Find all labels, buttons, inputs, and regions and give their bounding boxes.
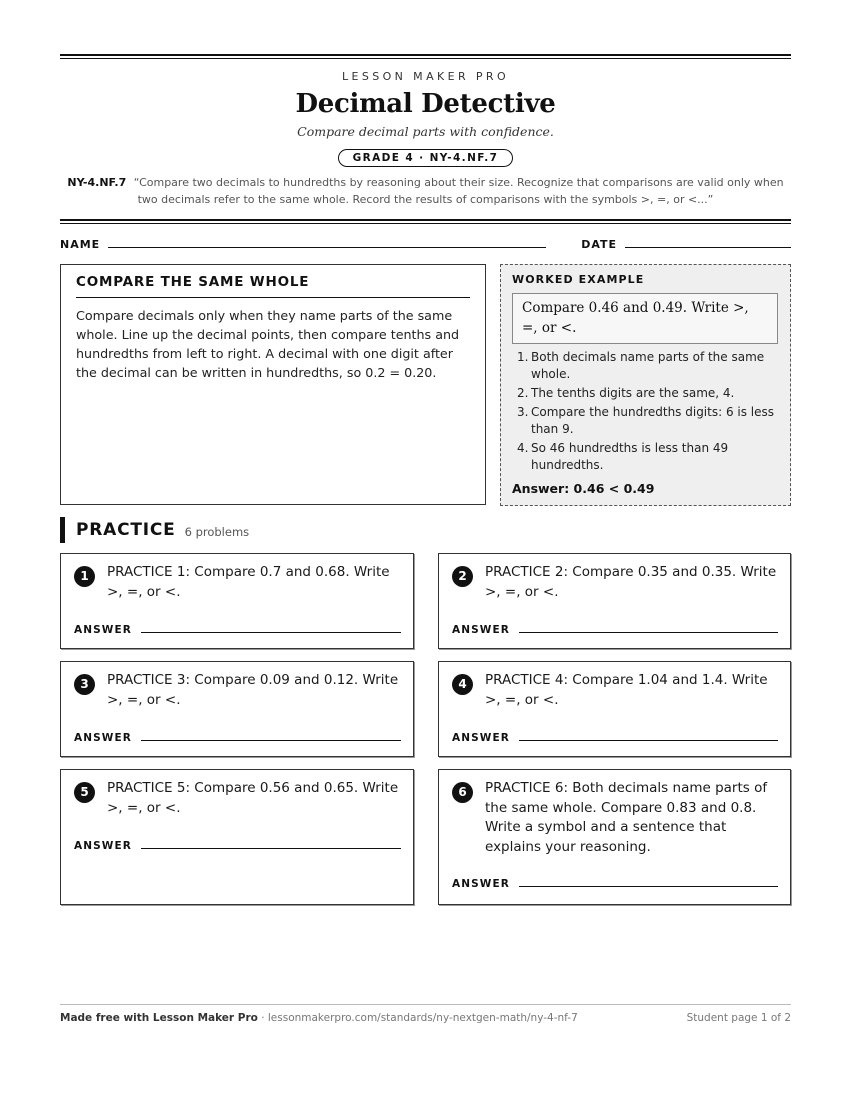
brand-name: LESSON MAKER PRO <box>341 70 510 83</box>
worked-example-answer: Answer: 0.46 < 0.49 <box>512 481 655 496</box>
student-info-row <box>60 238 791 251</box>
answer-row <box>452 878 778 890</box>
concept-box <box>60 264 486 505</box>
answer-line[interactable] <box>141 848 401 849</box>
name-field-line[interactable] <box>108 246 546 248</box>
worked-example-steps <box>512 349 778 474</box>
practice-card-1 <box>60 553 414 649</box>
standard-description <box>60 174 791 208</box>
concept-title: COMPARE THE SAME WHOLE <box>76 274 470 298</box>
worked-example-question: Compare 0.46 and 0.49. Write >, =, or <. <box>512 293 778 344</box>
footer-page-number: Student page 1 of 2 <box>686 1012 791 1024</box>
problem-number-badge: 2 <box>452 566 473 587</box>
answer-label: ANSWER <box>74 840 132 852</box>
problem-text: PRACTICE 1: Compare 0.7 and 0.68. Write >, =, or <. <box>107 564 390 600</box>
worked-example-step: 4. So 46 hundredths is less than 49 hundredths. <box>517 441 729 472</box>
standard-text: “Compare two decimals to hundredths by reasoning about their size. Recognize that comparisons are valid only when two decimals refer to the same whole. Record the results of comparisons with the symbols >, =, or <...” <box>133 176 784 206</box>
problem-text: PRACTICE 6: Both decimals name parts of the same whole. Compare 0.83 and 0.8. Write a symbol and a sentence that explains your reasoning. <box>485 780 768 855</box>
grade-standard-badge: GRADE 4 · NY-4.NF.7 <box>338 149 514 167</box>
worked-example-box <box>500 264 791 506</box>
practice-heading <box>60 517 249 543</box>
problem-number-badge: 6 <box>452 782 473 803</box>
name-label: NAME <box>60 238 101 251</box>
answer-label: ANSWER <box>452 732 510 744</box>
problem-number-badge: 5 <box>74 782 95 803</box>
answer-line[interactable] <box>141 740 401 741</box>
practice-card-2 <box>438 553 791 649</box>
worksheet-page <box>60 54 791 1024</box>
header-bottom-rule <box>60 219 791 224</box>
practice-card-6 <box>438 769 791 905</box>
date-field-line[interactable] <box>625 246 791 248</box>
answer-line[interactable] <box>141 632 401 633</box>
concept-body: Compare decimals only when they name parts of the same whole. Line up the decimal points, then compare tenths and hundredths from left to right. A decimal with one digit after the decimal can be written in hundredths, so 0.2 = 0.20. <box>76 308 460 380</box>
answer-line[interactable] <box>519 632 778 633</box>
problem-number-badge: 3 <box>74 674 95 695</box>
answer-row <box>74 840 401 852</box>
problem-number-badge: 4 <box>452 674 473 695</box>
answer-row <box>74 624 401 636</box>
practice-title: PRACTICE <box>76 520 176 540</box>
footer-url[interactable]: · lessonmakerpro.com/standards/ny-nextgen-math/ny-4-nf-7 <box>257 1012 578 1024</box>
standard-code: NY-4.NF.7 <box>67 176 127 189</box>
answer-label: ANSWER <box>74 624 132 636</box>
answer-label: ANSWER <box>74 732 132 744</box>
problem-number-badge: 1 <box>74 566 95 587</box>
answer-line[interactable] <box>519 886 778 887</box>
answer-label: ANSWER <box>452 624 510 636</box>
problem-text: PRACTICE 3: Compare 0.09 and 0.12. Write >, =, or <. <box>107 672 399 708</box>
page-title: Decimal Detective <box>295 89 556 119</box>
page-subtitle: Compare decimal parts with confidence. <box>297 124 554 139</box>
worked-example-step: 2. The tenths digits are the same, 4. <box>517 386 735 400</box>
problem-text: PRACTICE 5: Compare 0.56 and 0.65. Write >, =, or <. <box>107 780 399 816</box>
problem-text: PRACTICE 2: Compare 0.35 and 0.35. Write >, =, or <. <box>485 564 777 600</box>
practice-card-5 <box>60 769 414 905</box>
date-label: DATE <box>581 238 617 251</box>
header-top-rule <box>60 54 791 59</box>
answer-line[interactable] <box>519 740 778 741</box>
answer-row <box>452 624 778 636</box>
practice-card-4 <box>438 661 791 757</box>
problem-text: PRACTICE 4: Compare 1.04 and 1.4. Write >, =, or <. <box>485 672 768 708</box>
worked-example-step: 3. Compare the hundredths digits: 6 is less than 9. <box>517 405 775 436</box>
worked-example-step: 1. Both decimals name parts of the same whole. <box>517 350 765 381</box>
footer-made-with: Made free with Lesson Maker Pro <box>60 1012 258 1024</box>
answer-row <box>452 732 778 744</box>
practice-card-3 <box>60 661 414 757</box>
page-footer <box>60 1004 791 1024</box>
worked-example-title: WORKED EXAMPLE <box>512 273 645 286</box>
practice-count: 6 problems <box>184 524 250 539</box>
answer-row <box>74 732 401 744</box>
answer-label: ANSWER <box>452 878 510 890</box>
